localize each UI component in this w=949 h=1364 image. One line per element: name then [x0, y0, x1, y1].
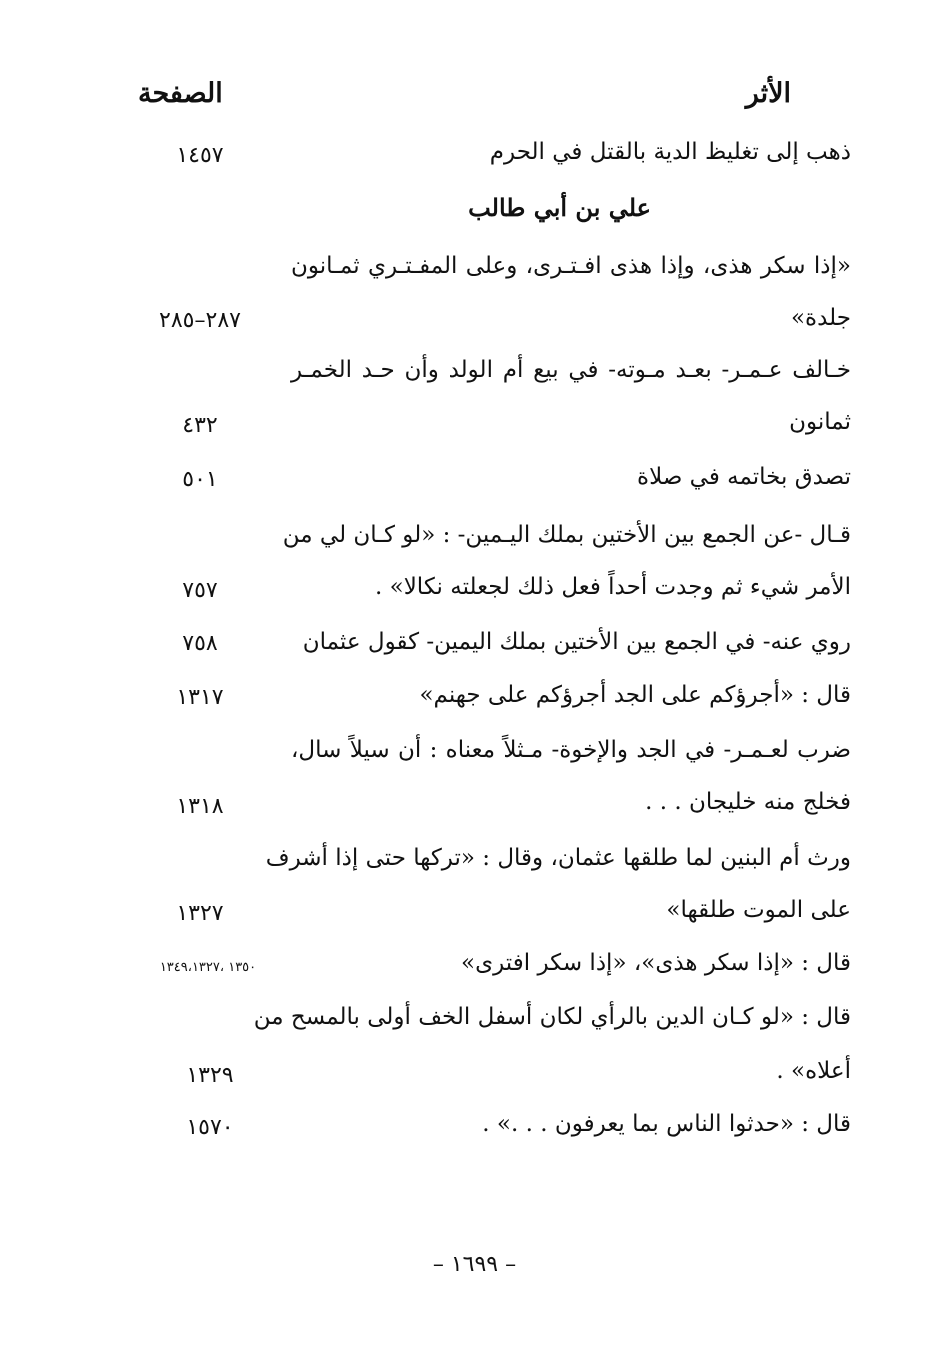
entry-line: ذهب إلى تغليظ الدية بالقتل في الحرم [489, 139, 851, 165]
page-ref: ١٥٧٠ [186, 1115, 234, 1140]
page-ref: ١٣١٧ [176, 685, 224, 710]
section-title: علي بن أبي طالب [468, 193, 651, 222]
page-ref: ١٣٥٠ ،١٣٤٩،١٣٢٧ [159, 960, 257, 975]
page-ref: ٥٠١ [182, 467, 218, 492]
page-ref: ٧٥٧ [182, 578, 218, 603]
page-ref: ٢٨٧–٢٨٥ [159, 308, 241, 333]
entry-line: تصدق بخاتمه في صلاة [637, 464, 851, 490]
entry-line: قال : «إذا سكر هذى»، «إذا سكر افترى» [461, 950, 851, 976]
page-ref: ٧٥٨ [182, 631, 218, 656]
entry-line: أعلاه» . [776, 1058, 851, 1084]
entry-line: على الموت طلقها» [666, 897, 851, 923]
column-header-page: الصفحة [138, 78, 223, 109]
page-ref: ١٤٥٧ [176, 143, 224, 168]
page-number-footer: – ١٦٩٩ – [432, 1252, 517, 1277]
page-ref: ١٣١٨ [176, 794, 224, 819]
page-ref: ١٣٢٧ [176, 901, 224, 926]
entry-line: خـالف عـمـر- بعـد مـوته- في بيع أم الولد وأن حـد الخمـر [291, 357, 851, 383]
entry-line: قال : «لو كـان الدين بالرأي لكان أسفل الخف أولى بالمسح من [253, 1004, 851, 1030]
column-header-athar: الأثر [745, 78, 791, 109]
entry-line: روي عنه- في الجمع بين الأختين بملك اليمين- كقول عثمان [302, 629, 851, 655]
entry-line: ضرب لعـمـر- في الجد والإخوة- مـثلاً معناه : أن سيلاً سال، [291, 737, 851, 763]
entry-line: «إذا سكر هذى، وإذا هذى افـتـرى، وعلى المفـتـري ثمـانون [291, 253, 851, 279]
entry-line: ورث أم البنين لما طلقها عثمان، وقال : «تركها حتى إذا أشرف [265, 845, 851, 871]
entry-line: قال : «أجرؤكم على الجد أجرؤكم على جهنم» [419, 682, 851, 708]
page-ref: ١٣٢٩ [186, 1063, 234, 1088]
page-ref: ٤٣٢ [182, 413, 218, 438]
entry-line: جلدة» [790, 305, 851, 331]
entry-line: الأمر شيء ثم وجدت أحداً فعل ذلك لجعلته نكالا» . [375, 574, 851, 600]
entry-line: قال : «حدثوا الناس بما يعرفون . . .» . [482, 1111, 851, 1137]
entry-line: فخلج منه خليجان . . . [645, 789, 851, 815]
entry-line: قـال -عن الجمع بين الأختين بملك اليـمين- : «لو كـان لي من [282, 522, 851, 548]
entry-line: ثمانون [789, 409, 851, 435]
